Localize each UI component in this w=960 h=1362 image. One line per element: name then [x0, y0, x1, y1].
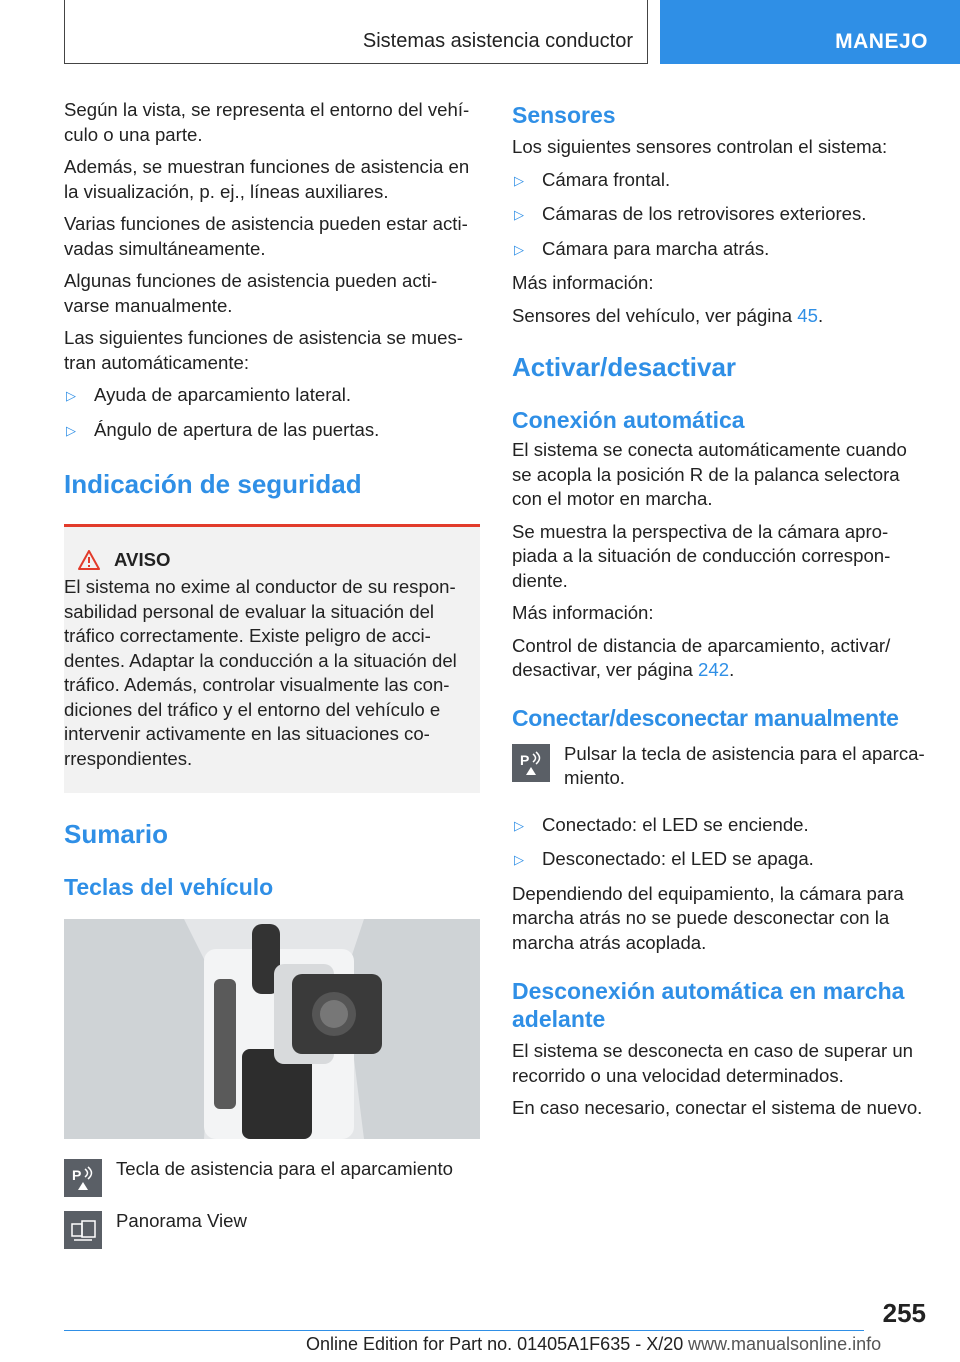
paragraph: Además, se muestran funciones de asistencia en la visualización, p. ej., líneas auxiliares.	[64, 156, 470, 202]
paragraph: El sistema se desconecta en caso de superar un recorrido o una velocidad determinados.	[512, 1040, 914, 1086]
left-column	[64, 98, 480, 1249]
key-label-panorama: Panorama View	[116, 1210, 247, 1231]
footer-divider	[64, 1330, 864, 1331]
panorama-view-key-icon	[64, 1211, 102, 1249]
parking-assist-key-icon	[64, 1159, 102, 1197]
key-label-parking: Tecla de asistencia para el aparcamiento	[116, 1158, 453, 1179]
heading-desconexion: Desconexión automática en marcha adelante	[512, 978, 905, 1032]
paragraph-ref: Sensores del vehículo, ver página 45.	[512, 304, 824, 326]
bullet-triangle-icon: ▷	[66, 422, 76, 438]
paragraph: Más información:	[512, 602, 654, 623]
key-row-panorama	[64, 1211, 480, 1249]
svg-text:P: P	[72, 1167, 82, 1183]
warning-text: El sistema no exime al conductor de su respon- sabilidad personal de evaluar la situación del tráfico correctamente. Existe peligro de acci- dentes. Adaptar la conducción a la situación del tráfico. Además, controlar visualmente las con- diciones del tráfico y el entorno del vehículo e intervenir activamente en las situaciones co- rrespondientes.	[64, 576, 457, 769]
warning-title-row	[64, 549, 472, 571]
paragraph: Según la vista, se representa el entorno del vehí- culo o una parte.	[64, 99, 470, 145]
list-item: ▷ Ángulo de apertura de las puertas.	[64, 418, 480, 444]
heading-safety: Indicación de seguridad	[64, 469, 362, 499]
header-section-title: Sistemas asistencia conductor	[362, 30, 633, 52]
bullet-triangle-icon: ▷	[514, 172, 524, 188]
bullet-triangle-icon: ▷	[66, 388, 76, 403]
heading-activar: Activar/desactivar	[512, 352, 737, 382]
paragraph-ref: Control de distancia de aparcamiento, activar/ desactivar, ver página 242.	[512, 634, 891, 680]
svg-text:P: P	[520, 751, 530, 768]
right-column	[512, 98, 928, 1129]
header-chapter-label: MANEJO	[835, 30, 928, 53]
list-item: ▷ Cámaras de los retrovisores exteriores.	[512, 202, 928, 228]
key-row-parking	[64, 1159, 480, 1197]
bullet-triangle-icon: ▷	[514, 852, 524, 867]
heading-manual: Conectar/desconectar manualmente	[512, 704, 899, 731]
paragraph: El sistema se conecta automáticamente cuando se acopla la posición R de la palanca selectora con el motor en marcha.	[512, 439, 907, 509]
console-photo	[64, 919, 480, 1139]
bullet-triangle-icon: ▷	[514, 817, 524, 833]
paragraph: Algunas funciones de asistencia pueden acti- varse manualmente.	[64, 270, 438, 316]
manual-key-row	[512, 744, 928, 799]
paragraph: Los siguientes sensores controlan el sistema:	[512, 136, 888, 157]
footer-online-edition: Online Edition for Part no. 01405A1F635 - X/20	[306, 1334, 684, 1354]
paragraph: Dependiendo del equipamiento, la cámara para marcha atrás no se puede desconectar con la marcha atrás acoplada.	[512, 882, 904, 953]
header-chapter-tab[interactable]	[660, 0, 960, 64]
page-link-242[interactable]: 242	[698, 659, 730, 680]
bullet-triangle-icon: ▷	[514, 207, 524, 222]
list-item: ▷ Conectado: el LED se enciende.	[512, 813, 928, 839]
list-item: ▷ Cámara para marcha atrás.	[512, 237, 928, 263]
heading-conexion: Conexión automática	[512, 407, 745, 433]
page-link-45[interactable]: 45	[797, 304, 818, 326]
paragraph: En caso necesario, conectar el sistema de nuevo.	[512, 1097, 923, 1118]
header-section-box	[64, 0, 648, 64]
manual-instruction: Pulsar la tecla de asistencia para el aparca- miento.	[564, 742, 925, 788]
center-console-illustration	[64, 919, 480, 1139]
watermark: www.manualsonline.info	[688, 1334, 882, 1354]
parking-assist-key-icon	[512, 744, 550, 782]
warning-box	[64, 524, 480, 793]
paragraph: Varias funciones de asistencia pueden estar acti- vadas simultáneamente.	[64, 213, 468, 259]
page-number: 255	[882, 1298, 926, 1328]
list-item: ▷ Cámara frontal.	[512, 168, 928, 194]
list-item: ▷ Desconectado: el LED se apaga.	[512, 847, 928, 873]
list-item: ▷ Ayuda de aparcamiento lateral.	[64, 383, 480, 409]
heading-sumario: Sumario	[64, 819, 169, 849]
paragraph: Se muestra la perspectiva de la cámara apro- piada a la situación de conducción correspon- diente.	[512, 520, 891, 591]
warning-title: AVISO	[114, 549, 171, 570]
heading-teclas: Teclas del vehículo	[64, 874, 274, 900]
heading-sensores: Sensores	[512, 102, 616, 128]
warning-triangle-icon	[64, 550, 114, 570]
paragraph: Las siguientes funciones de asistencia se mues- tran automáticamente:	[64, 327, 463, 373]
bullet-triangle-icon: ▷	[514, 241, 524, 257]
paragraph: Más información:	[512, 272, 654, 293]
